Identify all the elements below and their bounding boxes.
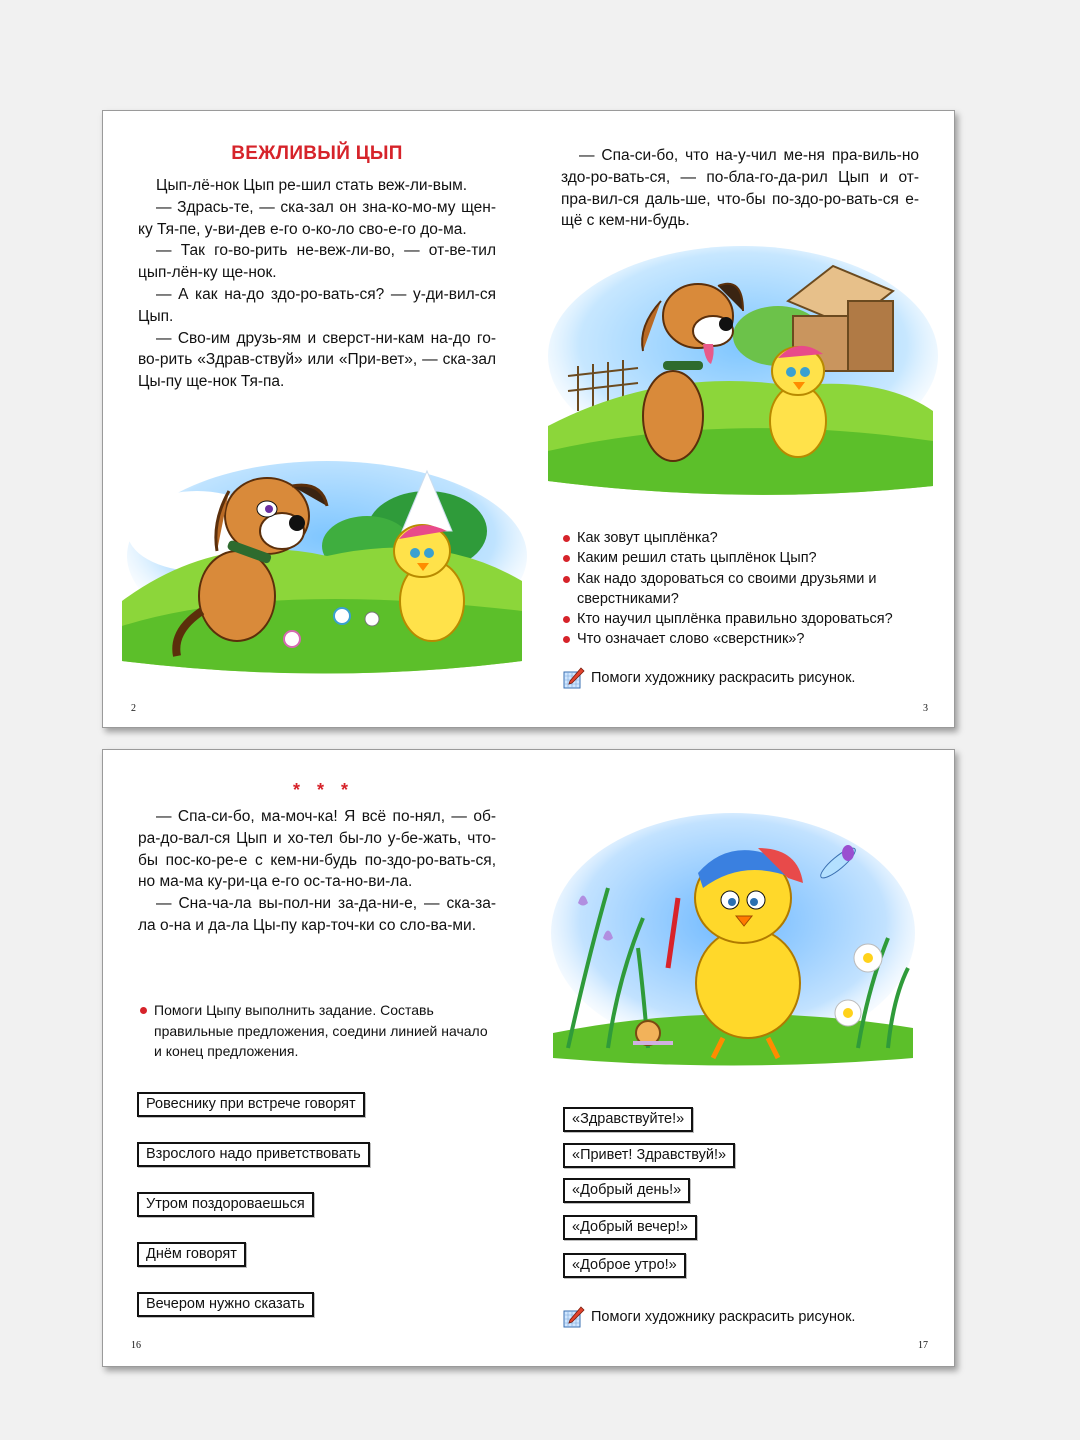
sentence-start-card[interactable]: Ровеснику при встрече говорят xyxy=(137,1092,365,1117)
story-paragraph: — Здрась-те, — ска-зал он зна-ко-мо-му щен-ку Тя-пе, у-ви-дев е-го о-ко-ло сво-е-го до-ма. xyxy=(138,198,496,238)
page-16-text xyxy=(138,806,496,937)
story-paragraph: Цып-лё-нок Цып ре-шил стать веж-ли-вым. xyxy=(156,177,468,194)
section-stars: * * * xyxy=(293,780,355,800)
story-paragraph: — Сво-им друзь-ям и сверст-ни-кам на-до го-во-рить «Здрав-ствуй» или «При-вет», — ска-зал Цы-пу ще-нок Тя-па. xyxy=(138,329,496,391)
story-paragraph: — А как на-до здо-ро-вать-ся? — у-ди-вил-ся Цып. xyxy=(138,285,496,325)
instruction-block xyxy=(138,1000,498,1062)
illustration-puppy-chick-barn xyxy=(543,246,938,501)
coloring-task-text: Помоги художнику раскрасить рисунок. xyxy=(591,1309,856,1325)
page-number-left: 2 xyxy=(131,703,136,714)
story-paragraph: — Так го-во-рить не-веж-ли-во, — от-ве-тил цып-лён-ку ще-нок. xyxy=(138,242,496,282)
sentence-start-card[interactable]: Утром поздороваешься xyxy=(137,1192,314,1217)
story-paragraph: — Спа-си-бо, ма-моч-ка! Я всё по-нял, — об-ра-до-вал-ся Цып и хо-тел бы-ло у-бе-жать, что-бы пос-ко-ре-е с кем-ни-будь по-здо-ро-вать-ся, но ма-ма ку-ри-ца е-го ос-та-но-ви-ла. xyxy=(138,808,496,891)
page-number-right: 3 xyxy=(923,703,928,714)
question-item: Как надо здороваться со своими друзьями и сверстниками? xyxy=(561,569,931,610)
sentence-end-card[interactable]: «Привет! Здравствуй!» xyxy=(563,1143,735,1168)
page-number-left: 16 xyxy=(131,1340,141,1351)
pencil-notebook-icon xyxy=(563,1306,585,1328)
story-paragraph: — Сна-ча-ла вы-пол-ни за-да-ни-е, — ска-за-ла о-на и да-ла Цы-пу кар-точ-ки со сло-ва-ми. xyxy=(138,895,496,934)
sentence-start-card[interactable]: Днём говорят xyxy=(137,1242,246,1267)
sentence-end-card[interactable]: «Добрый день!» xyxy=(563,1178,690,1203)
coloring-task-text: Помоги художнику раскрасить рисунок. xyxy=(591,670,856,686)
sentence-end-card[interactable]: «Доброе утро!» xyxy=(563,1253,686,1278)
sentence-start-card[interactable]: Взрослого надо приветствовать xyxy=(137,1142,370,1167)
story-paragraph: — Спа-си-бо, что на-у-чил ме-ня пра-виль-но здо-ро-вать-ся, — по-бла-го-да-рил Цып и от-пра-вил-ся даль-ше, что-бы по-здо-ро-вать-ся е-щё с кем-ни-будь. xyxy=(561,147,919,230)
story-title: ВЕЖЛИВЫЙ ЦЫП xyxy=(231,143,403,164)
pencil-notebook-icon xyxy=(563,667,585,689)
questions-block xyxy=(561,528,931,650)
question-item: Каким решил стать цыплёнок Цып? xyxy=(561,548,931,568)
coloring-task xyxy=(563,667,855,689)
coloring-task xyxy=(563,1306,855,1328)
question-item: Как зовут цыплёнка? xyxy=(561,528,931,548)
illustration-chick-with-pencil xyxy=(548,808,918,1070)
sentence-end-card[interactable]: «Здравствуйте!» xyxy=(563,1107,693,1132)
page-3-text xyxy=(561,145,919,232)
question-item: Кто научил цыплёнка правильно здороваться? xyxy=(561,609,931,629)
book-spread-pages-16-17 xyxy=(102,749,955,1367)
illustration-puppy-and-chick xyxy=(117,461,527,676)
page-number-right: 17 xyxy=(918,1340,928,1351)
questions-list xyxy=(561,528,931,650)
question-item: Что означает слово «сверстник»? xyxy=(561,629,931,649)
instruction-text: Помоги Цыпу выполнить задание. Составь правильные предложения, соедини линией начало и конец предложения. xyxy=(138,1000,498,1062)
instruction-list xyxy=(138,1000,498,1062)
book-spread-pages-2-3 xyxy=(102,110,955,728)
sentence-start-card[interactable]: Вечером нужно сказать xyxy=(137,1292,314,1317)
sentence-end-card[interactable]: «Добрый вечер!» xyxy=(563,1215,697,1240)
page-2-text xyxy=(138,143,496,393)
